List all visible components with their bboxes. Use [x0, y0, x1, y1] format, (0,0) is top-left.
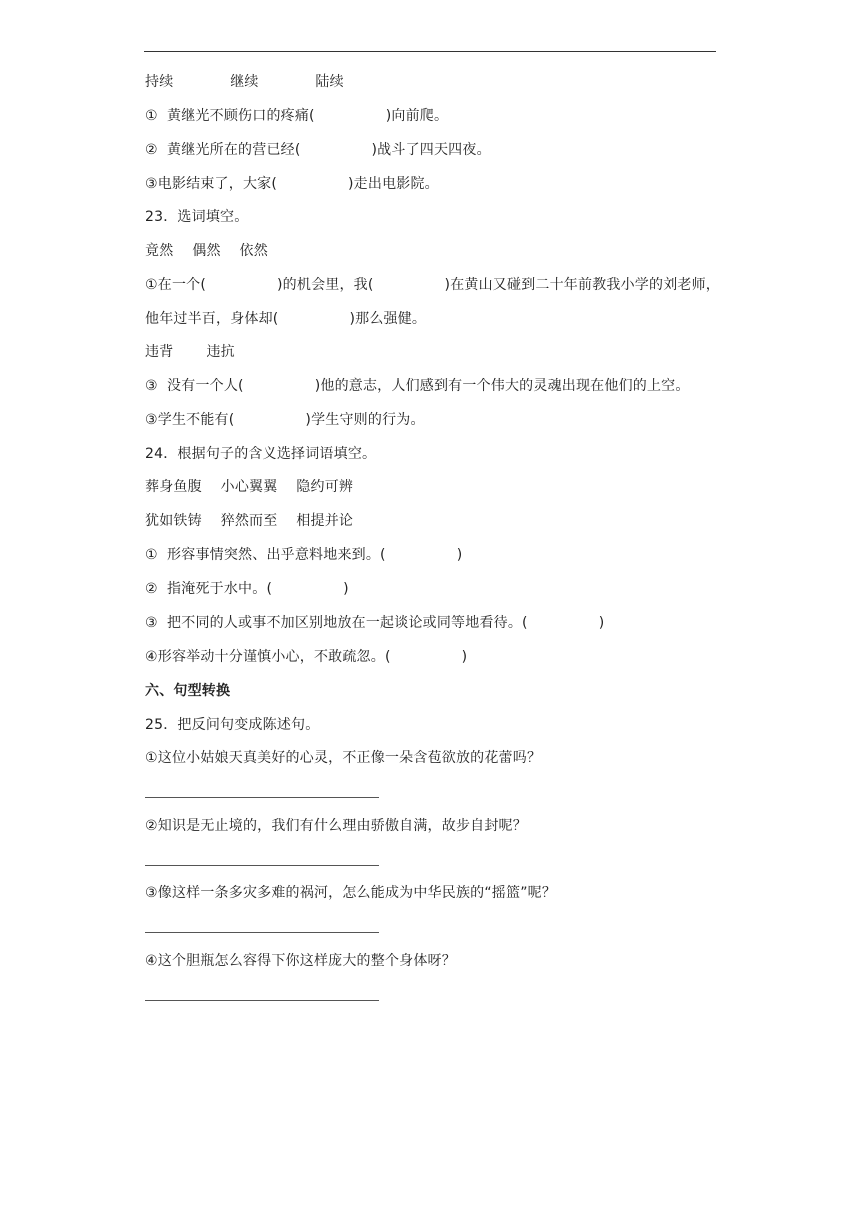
q25-sentence-2: ②知识是无止境的，我们有什么理由骄傲自满，故步自封呢？ [145, 818, 527, 834]
q25-sentence-4: ④这个胆瓶怎么容得下你这样庞大的整个身体呀？ [145, 953, 456, 969]
page-header-rule [144, 51, 716, 52]
answer-line-2[interactable] [145, 865, 379, 866]
q24-word-options-2: 犹如铁铸 猝然而至 相提并论 [145, 513, 354, 529]
q23-title: 23．选词填空。 [145, 209, 249, 225]
q23-sentence-2: ③ 没有一个人( )他的意志，人们感到有一个伟大的灵魂出现在他们的上空。 [145, 378, 690, 394]
q24-item-3: ③ 把不同的人或事不加区别地放在一起谈论或同等地看待。( ) [145, 615, 605, 631]
q24-word-options-1: 葬身鱼腹 小心翼翼 隐约可辨 [145, 479, 354, 495]
q23-word-options-1: 竟然 偶然 依然 [145, 243, 268, 259]
q23-word-options-2: 违背 违抗 [145, 344, 235, 360]
q25-sentence-1: ①这位小姑娘天真美好的心灵，不正像一朵含苞欲放的花蕾吗？ [145, 750, 542, 766]
q23-sentence-1b: 他年过半百，身体却( )那么强健。 [145, 311, 427, 327]
q24-item-1: ① 形容事情突然、出乎意料地来到。( ) [145, 547, 463, 563]
q23-sentence-3: ③学生不能有( )学生守则的行为。 [145, 412, 425, 428]
q25-sentence-3: ③像这样一条多灾多难的祸河，怎么能成为中华民族的“摇篮”呢？ [145, 885, 557, 901]
q22-sentence-3: ③电影结束了，大家( )走出电影院。 [145, 176, 439, 192]
q24-item-4: ④形容举动十分谨慎小心，不敢疏忽。( ) [145, 649, 468, 665]
q22-sentence-2: ② 黄继光所在的营已经( )战斗了四天四夜。 [145, 142, 491, 158]
q22-word-options: 持续 继续 陆续 [145, 74, 344, 90]
answer-line-1[interactable] [145, 797, 379, 798]
q25-title: 25．把反问句变成陈述句。 [145, 717, 320, 733]
q24-item-2: ② 指淹死于水中。( ) [145, 581, 349, 597]
q24-title: 24．根据句子的含义选择词语填空。 [145, 446, 377, 462]
answer-line-3[interactable] [145, 932, 379, 933]
q22-sentence-1: ① 黄继光不顾伤口的疼痛( )向前爬。 [145, 108, 449, 124]
section-heading: 六、句型转换 [145, 683, 231, 699]
answer-line-4[interactable] [145, 1000, 379, 1001]
q23-sentence-1a: ①在一个( )的机会里，我( )在黄山又碰到二十年前教我小学的刘老师， [145, 277, 720, 293]
